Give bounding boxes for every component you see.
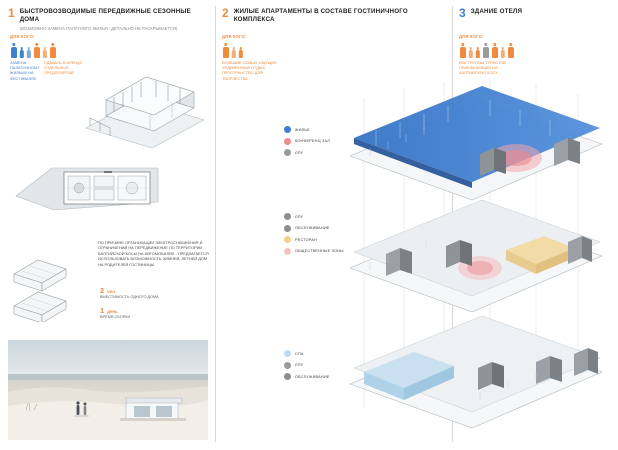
legend-color-swatch — [284, 236, 291, 243]
column-subtitle-1: (ВОЗМОЖНО ЗАМЕНА ПАЛАТНОГО ЖИЛЬЯ , ДЕТАЛЬНО НЕ РАСКРЫВАЕТСЯ) — [19, 26, 178, 31]
person-icon — [459, 43, 466, 58]
legend-item — [284, 138, 330, 145]
legend-label: ОБСЛУЖИВАНИЕ — [295, 374, 330, 379]
forwho-caption-2: БОЛЬШИЕ СЕМЬИ, ИЩУЩИЕ УЕДИНЁННЫЙ ОТДЫХ; ПРОСТРАНСТВО ДЛЯ ТВОРЧЕСТВА — [222, 60, 277, 81]
forwho-caption-3: ВСЕ ГРУППЫ ТУРИСТОВ, ПРИЕЗЖАЮЩИХ НА БАЛТИЙСКУЮ КОСУ — [459, 60, 507, 76]
technology-note: ПО ПРИЧИНЕ ОРГАНИЗАЦИИ ЭЛЕКТРОСНАБЖЕНИЯ И ОГРАНИЧЕНИЙ НА ПЕРЕДВИЖЕНИЕ ПО ТЕРРИТОРИИ БАЛТИЙСКОЙ КОСЫ НА АВТОМОБИЛЯХ - ПРЕДЛАГАЕТСЯ ИСПОЛЬЗОВАТЬ ВОЗМОЖНОСТЬ ЗИМНЕЙ, ЛЕТНЕЙ ДОМ НА РОДИТЕЛЕЙ ГОСТИНИЦЫ — [98, 240, 209, 267]
legend-color-swatch — [284, 248, 291, 255]
legend-label: ОБЩЕСТВЕННЫЕ ЗОНЫ — [295, 249, 344, 253]
legend-label: РЕСТОРАН — [295, 237, 317, 242]
capacity-figure — [100, 286, 115, 295]
person-icon — [26, 47, 31, 58]
legend-color-swatch — [284, 225, 291, 232]
legend-item — [284, 362, 330, 369]
hotel-axonometric-diagram — [330, 78, 616, 438]
site-photo-render — [8, 340, 208, 440]
person-icon — [482, 43, 489, 58]
legend-item — [284, 213, 344, 220]
person-icon — [49, 43, 56, 58]
people-pictogram-group-3 — [459, 42, 514, 58]
person-icon — [42, 47, 47, 58]
person-icon — [10, 43, 17, 58]
column-title-3: ЗДАНИЕ ОТЕЛЯ — [470, 8, 523, 15]
legend-label: ЛПУ — [295, 150, 304, 155]
assembly-time-value: 1 — [100, 306, 105, 315]
legend-spa — [284, 350, 330, 385]
person-icon — [231, 47, 236, 58]
column-title-1: БЫСТРОВОЗВОДИМЫЕ ПЕРЕДВИЖНЫЕ СЕЗОННЫЕ ДОМА — [19, 8, 191, 23]
column-divider-1 — [215, 6, 216, 442]
column-header-3 — [459, 8, 522, 19]
forwho-caption-1a: ЗАМЕНА ПАЛАТОЧНОМУ ЖИЛЬМУ НА ФЕСТИВАЛЯХ — [10, 60, 40, 81]
legend-color-swatch — [284, 362, 291, 369]
legend-color-swatch — [284, 126, 291, 133]
person-icon — [475, 47, 480, 58]
legend-item — [284, 126, 330, 133]
forwho-label-3: ДЛЯ КОГО: — [459, 34, 484, 39]
column-header-1 — [8, 8, 210, 32]
legend-public — [284, 213, 344, 259]
legend-color-swatch — [284, 373, 291, 380]
person-icon — [33, 43, 40, 58]
people-pictogram-group-2 — [222, 42, 243, 58]
column-number-3: 3 — [459, 6, 466, 20]
person-icon — [238, 47, 243, 58]
legend-item — [284, 225, 344, 232]
legend-label: ЛПУ — [295, 363, 304, 367]
legend-label: СПА — [295, 351, 304, 356]
capacity-caption: ВМЕСТИМОСТЬ ОДНОГО ДОМА — [100, 295, 159, 299]
column-header-2 — [222, 8, 424, 24]
forwho-label-2: ДЛЯ КОГО: — [222, 34, 247, 39]
legend-item — [284, 236, 344, 243]
legend-label: КОНФЕРЕНЦ ЗАЛ — [295, 139, 330, 143]
legend-item — [284, 248, 344, 255]
legend-color-swatch — [284, 350, 291, 357]
module-floor-plan — [8, 158, 168, 220]
assembly-time-unit: день — [107, 309, 118, 314]
person-icon — [500, 47, 505, 58]
assembly-time-figure — [100, 306, 118, 315]
capacity-unit: чел — [107, 289, 115, 294]
module-axonometric-drawing — [76, 54, 212, 150]
forwho-label-1: ДЛЯ КОГО: — [10, 34, 35, 39]
person-icon — [19, 47, 24, 58]
person-icon — [468, 47, 473, 58]
legend-color-swatch — [284, 149, 291, 156]
assembly-sequence-diagram — [8, 252, 96, 322]
column-number-1: 1 — [8, 6, 15, 20]
legend-color-swatch — [284, 213, 291, 220]
forwho-caption-1b: СДАВАТЬ В АРЕНДУ ОТДЕЛЬНЫХ ПРЕДПРИЯТИЙ — [44, 60, 83, 76]
assembly-time-caption: ВРЕМЯ СБОРКИ — [100, 315, 131, 319]
capacity-value: 2 — [100, 286, 105, 295]
legend-label: ОБСЛУЖИВАНИЕ — [295, 226, 330, 230]
legend-item — [284, 350, 330, 357]
column-number-2: 2 — [222, 6, 229, 20]
legend-item — [284, 373, 330, 380]
legend-residential — [284, 126, 330, 161]
legend-item — [284, 149, 330, 156]
legend-color-swatch — [284, 138, 291, 145]
person-icon — [507, 43, 514, 58]
person-icon — [491, 43, 498, 58]
legend-label: ЛПУ — [295, 214, 304, 219]
people-pictogram-group-1 — [10, 42, 56, 58]
person-icon — [222, 43, 229, 58]
legend-label: ЖИЛЬЕ — [295, 127, 310, 132]
column-title-2: ЖИЛЫЕ АПАРТАМЕНТЫ В СОСТАВЕ ГОСТИНИЧНОГО КОМПЛЕКСА — [233, 8, 408, 23]
